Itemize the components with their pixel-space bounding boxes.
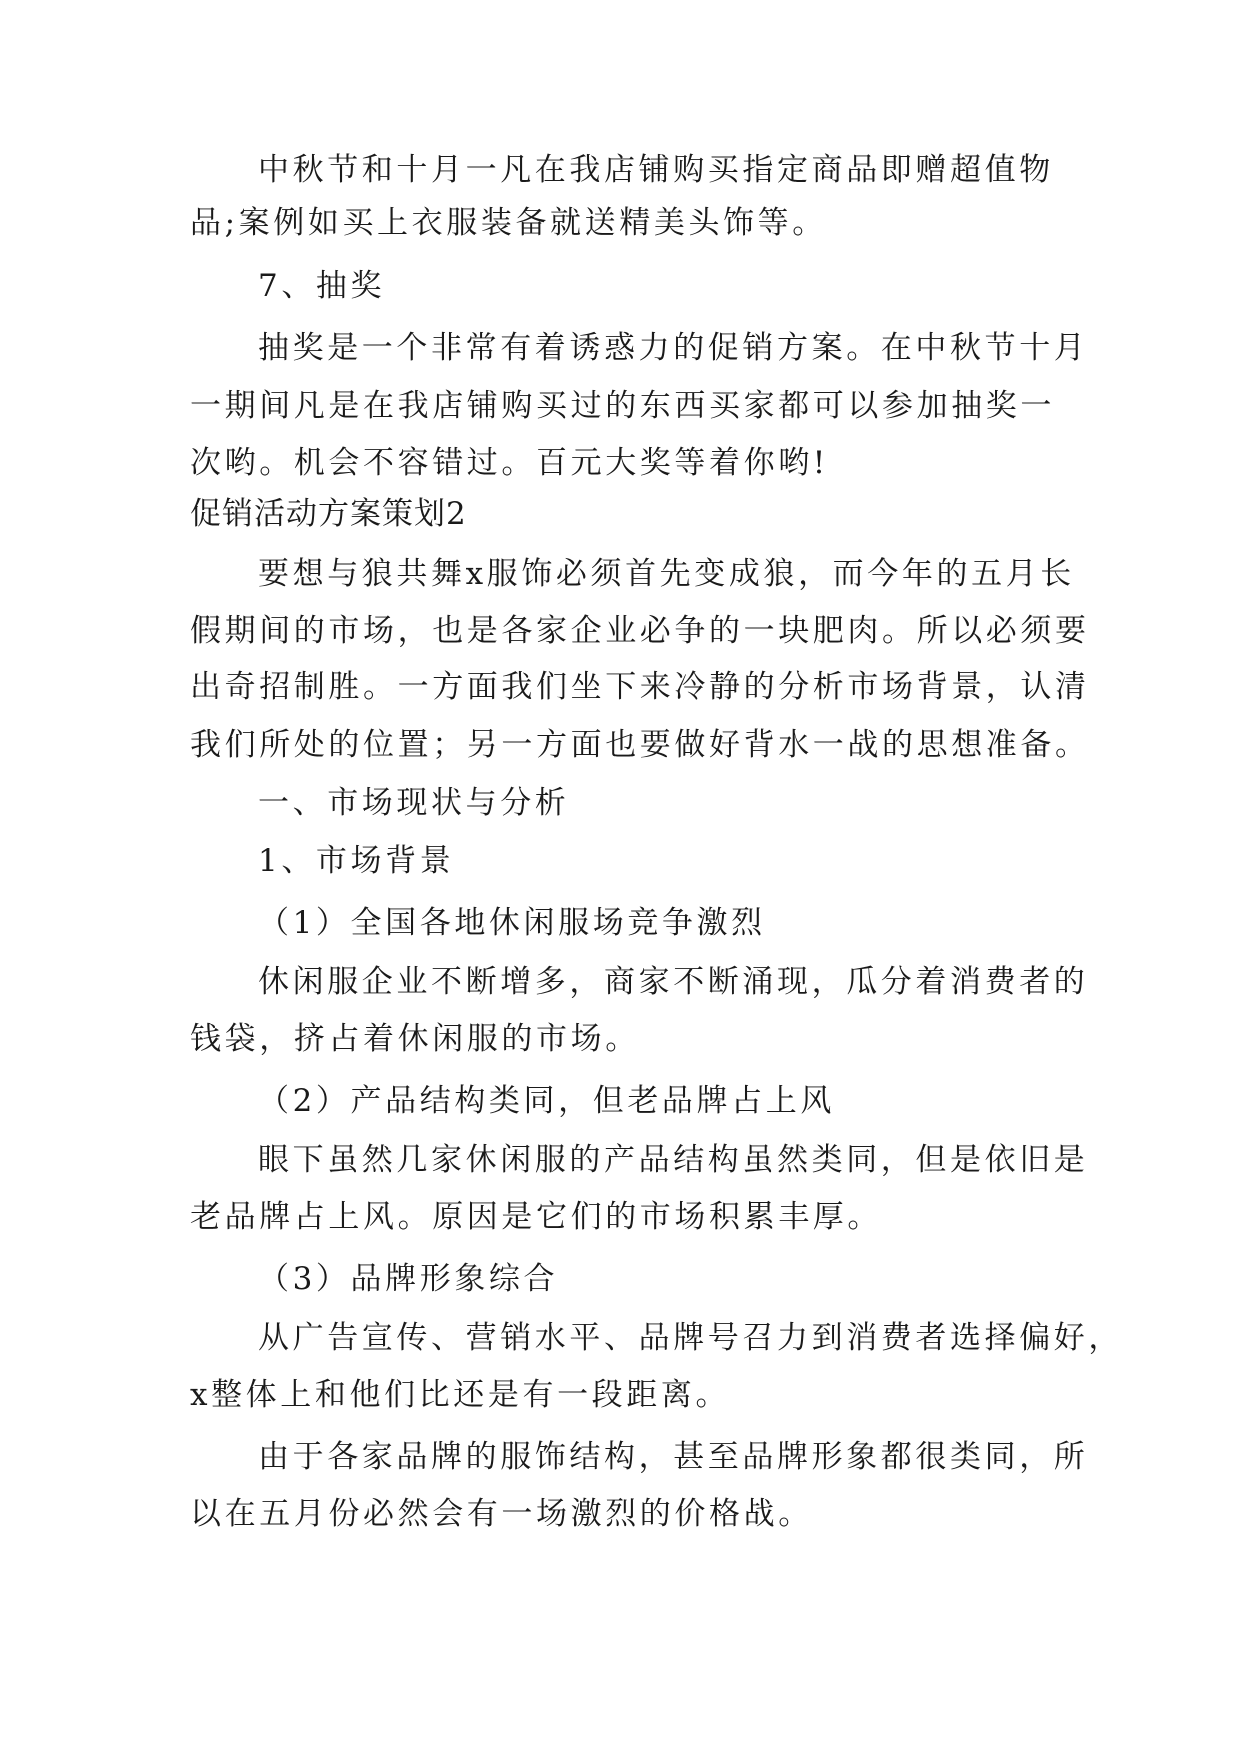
body-line: 由于各家品牌的服饰结构，甚至品牌形象都很类同，所 <box>258 1439 1089 1475</box>
subsection-heading: （1）全国各地休闲服场竞争激烈 <box>258 905 766 941</box>
body-line: 抽奖是一个非常有着诱惑力的促销方案。在中秋节十月 <box>258 330 1089 366</box>
body-line: 我们所处的位置；另一方面也要做好背水一战的思想准备。 <box>190 727 1090 763</box>
body-line: 老品牌占上风。原因是它们的市场积累丰厚。 <box>190 1199 882 1235</box>
body-line: 品;案例如买上衣服装备就送精美头饰等。 <box>190 205 827 241</box>
document-title: 促销活动方案策划2 <box>190 496 467 532</box>
section-heading: 一、市场现状与分析 <box>258 785 570 821</box>
body-line: 休闲服企业不断增多，商家不断涌现，瓜分着消费者的 <box>258 964 1089 1000</box>
body-line: 从广告宣传、营销水平、品牌号召力到消费者选择偏好， <box>258 1320 1123 1356</box>
subsection-heading: （2）产品结构类同，但老品牌占上风 <box>258 1083 835 1119</box>
section-heading: 1、市场背景 <box>258 843 455 879</box>
body-line: 以在五月份必然会有一场激烈的价格战。 <box>190 1496 813 1532</box>
body-line: 次哟。机会不容错过。百元大奖等着你哟! <box>190 445 829 481</box>
body-line: 眼下虽然几家休闲服的产品结构虽然类同，但是依旧是 <box>258 1142 1089 1178</box>
section-heading: 7、抽奖 <box>258 268 386 304</box>
body-line: 中秋节和十月一凡在我店铺购买指定商品即赠超值物 <box>258 152 1054 188</box>
body-line: 要想与狼共舞x服饰必须首先变成狼，而今年的五月长 <box>258 556 1075 592</box>
body-line: x整体上和他们比还是有一段距离。 <box>190 1377 731 1413</box>
body-line: 出奇招制胜。一方面我们坐下来冷静的分析市场背景，认清 <box>190 669 1090 705</box>
body-line: 钱袋，挤占着休闲服的市场。 <box>190 1021 640 1057</box>
body-line: 假期间的市场，也是各家企业必争的一块肥肉。所以必须要 <box>190 613 1090 649</box>
subsection-heading: （3）品牌形象综合 <box>258 1261 559 1297</box>
body-line: 一期间凡是在我店铺购买过的东西买家都可以参加抽奖一 <box>190 388 1055 424</box>
